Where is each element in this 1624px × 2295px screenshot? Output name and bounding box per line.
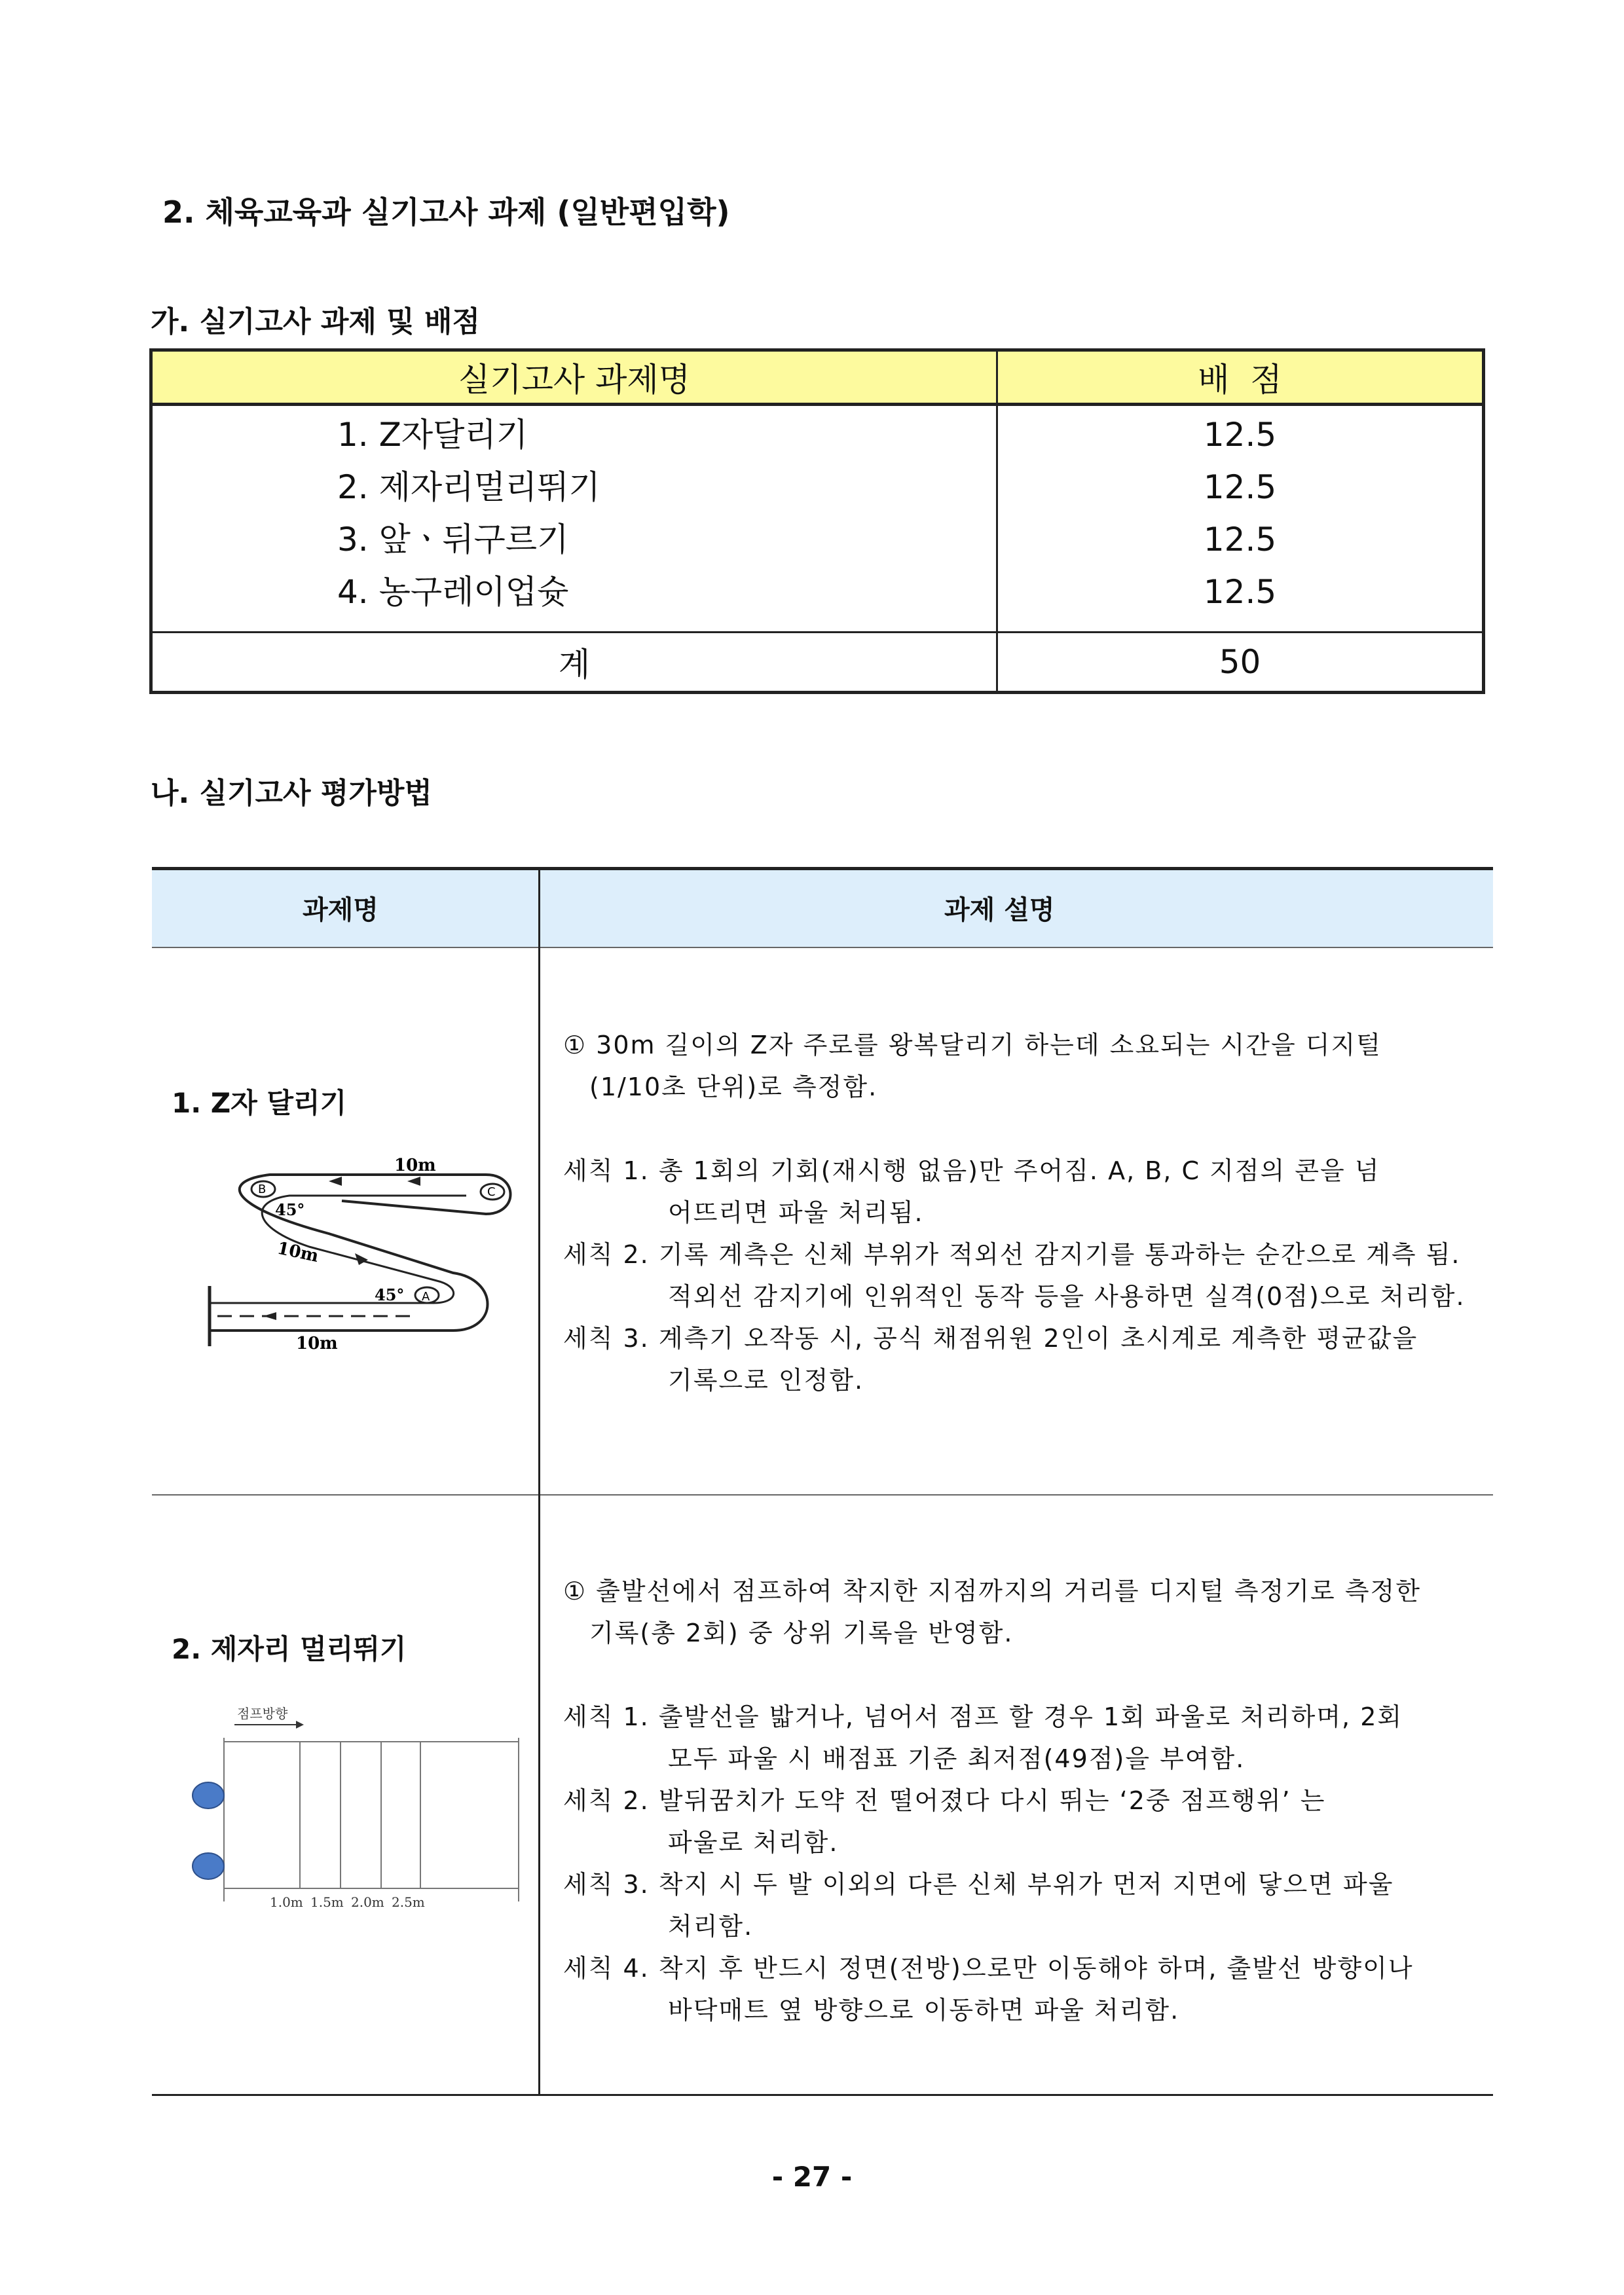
rule-text: 파울로 처리함.	[668, 1828, 839, 1857]
score-table	[149, 348, 1485, 694]
rule-text: 출발선을 밟거나, 넘어서 점프 할 경우 1회 파울로 처리하며, 2회	[658, 1702, 1403, 1731]
task-name-z-run: 1. Z자 달리기	[172, 1087, 347, 1119]
diagram-label: 45°	[375, 1285, 405, 1304]
rule-text: 바닥매트 옆 방향으로 이동하면 파울 처리함.	[668, 1996, 1180, 2025]
evaluation-table	[152, 867, 1493, 2098]
diagram-label: 10m	[275, 1238, 321, 1267]
rule-label: 세칙 2.	[563, 1240, 650, 1269]
eval-table-row-divider	[152, 1494, 1493, 1496]
long-jump-diagram	[172, 1698, 525, 1921]
rule-item	[563, 1234, 1480, 1317]
score-item-value: 12.5	[1203, 468, 1277, 506]
task-summary-continued: 기록(총 2회) 중 상위 기록을 반영함.	[589, 1619, 1014, 1647]
score-total-label: 계	[151, 633, 997, 693]
rule-text: 기록 계측은 신체 부위가 적외선 감지기를 통과하는 순간으로 계측 됨.	[658, 1240, 1461, 1269]
jump-direction-label: 점프방향	[237, 1706, 288, 1721]
task-summary: ① 30m 길이의 Z자 주로를 왕복달리기 하는데 소요되는 시간을 디지털	[563, 1031, 1382, 1059]
score-item-name: 3. 앞ㆍ뒤구르기	[337, 521, 569, 559]
diagram-label: 10m	[296, 1334, 338, 1351]
task-summary-continued: (1/10초 단위)로 측정함.	[589, 1073, 878, 1101]
rule-text: 총 1회의 기회(재시행 없음)만 주어짐. A, B, C 지점의 콘을 넘	[658, 1156, 1380, 1185]
rule-label: 세칙 3.	[563, 1324, 650, 1353]
diagram-label: A	[422, 1290, 430, 1304]
eval-table-column-divider	[538, 870, 540, 2095]
eval-header-task: 과제명	[303, 895, 378, 925]
diagram-label: B	[258, 1183, 267, 1196]
diagram-label: 45°	[275, 1200, 305, 1219]
rule-item	[563, 1780, 1480, 1864]
score-items-values	[997, 405, 1484, 633]
task-description-long-jump	[563, 1570, 1480, 2031]
score-header-task: 실기고사 과제명	[151, 350, 997, 405]
rule-text: 착지 후 반드시 정면(전방)으로만 이동해야 하며, 출발선 방향이나	[658, 1954, 1414, 1983]
score-item-value: 12.5	[1203, 416, 1277, 454]
score-item-value: 12.5	[1203, 573, 1277, 611]
foot-marker	[193, 1782, 224, 1808]
rule-text: 착지 시 두 발 이외의 다른 신체 부위가 먼저 지면에 닿으면 파울	[658, 1870, 1394, 1899]
rule-text: 모두 파울 시 배점표 기준 최저점(49점)을 부여함.	[668, 1744, 1246, 1773]
subsection-a-title: 가. 실기고사 과제 및 배점	[151, 305, 481, 339]
distance-label: 2.0m	[351, 1894, 384, 1910]
score-table-header	[151, 350, 1484, 405]
task-name-long-jump: 2. 제자리 멀리뛰기	[172, 1633, 407, 1665]
rule-text: 계측기 오작동 시, 공식 채점위원 2인이 초시계로 계측한 평균값을	[658, 1324, 1418, 1353]
score-header-points: 배 점	[997, 350, 1484, 405]
z-run-diagram	[178, 1155, 532, 1351]
score-item-value: 12.5	[1203, 521, 1277, 559]
rule-label: 세칙 1.	[563, 1156, 650, 1185]
rule-text: 기록으로 인정함.	[668, 1366, 864, 1395]
eval-header-description: 과제 설명	[944, 895, 1055, 925]
rule-text: 발뒤꿈치가 도약 전 떨어졌다 다시 뛰는 ‘2중 점프행위’ 는	[658, 1786, 1326, 1815]
eval-table-top-rule	[152, 867, 1493, 870]
score-total-value: 50	[997, 633, 1484, 693]
score-item-name: 4. 농구레이업슛	[337, 573, 569, 611]
task-description-z-run	[563, 1024, 1480, 1401]
rule-label: 세칙 4.	[563, 1954, 650, 1983]
score-item-name: 2. 제자리멀리뛰기	[337, 468, 600, 506]
rule-text: 처리함.	[668, 1912, 754, 1941]
score-table-total	[151, 633, 1484, 693]
diagram-label: 10m	[394, 1156, 436, 1175]
score-items-names	[151, 405, 997, 633]
rule-item	[563, 1864, 1480, 1947]
distance-label: 2.5m	[392, 1894, 425, 1910]
score-table-items	[151, 405, 1484, 633]
task-summary: ① 출발선에서 점프하여 착지한 지점까지의 거리를 디지털 측정기로 측정한	[563, 1577, 1421, 1606]
rule-text: 어뜨리면 파울 처리됨.	[668, 1198, 924, 1227]
subsection-b-title: 나. 실기고사 평가방법	[151, 777, 432, 810]
section-title: 2. 체육교육과 실기고사 과제 (일반편입학)	[162, 194, 730, 230]
page-number: - 27 -	[771, 2161, 853, 2193]
diagram-label: C	[487, 1185, 496, 1199]
rule-label: 세칙 2.	[563, 1786, 650, 1815]
rule-item	[563, 1317, 1480, 1401]
distance-label: 1.5m	[310, 1894, 344, 1910]
eval-table-header-rule	[152, 947, 1493, 948]
score-item-name: 1. Z자달리기	[337, 416, 528, 454]
distance-label: 1.0m	[270, 1894, 303, 1910]
rule-item	[563, 1150, 1480, 1234]
rule-label: 세칙 1.	[563, 1702, 650, 1731]
rule-item	[563, 1947, 1480, 2031]
rule-label: 세칙 3.	[563, 1870, 650, 1899]
rule-text: 적외선 감지기에 인위적인 동작 등을 사용하면 실격(0점)으로 처리함.	[668, 1282, 1466, 1311]
rule-item	[563, 1696, 1480, 1780]
eval-table-bottom-rule	[152, 2094, 1493, 2096]
foot-marker	[193, 1853, 224, 1879]
